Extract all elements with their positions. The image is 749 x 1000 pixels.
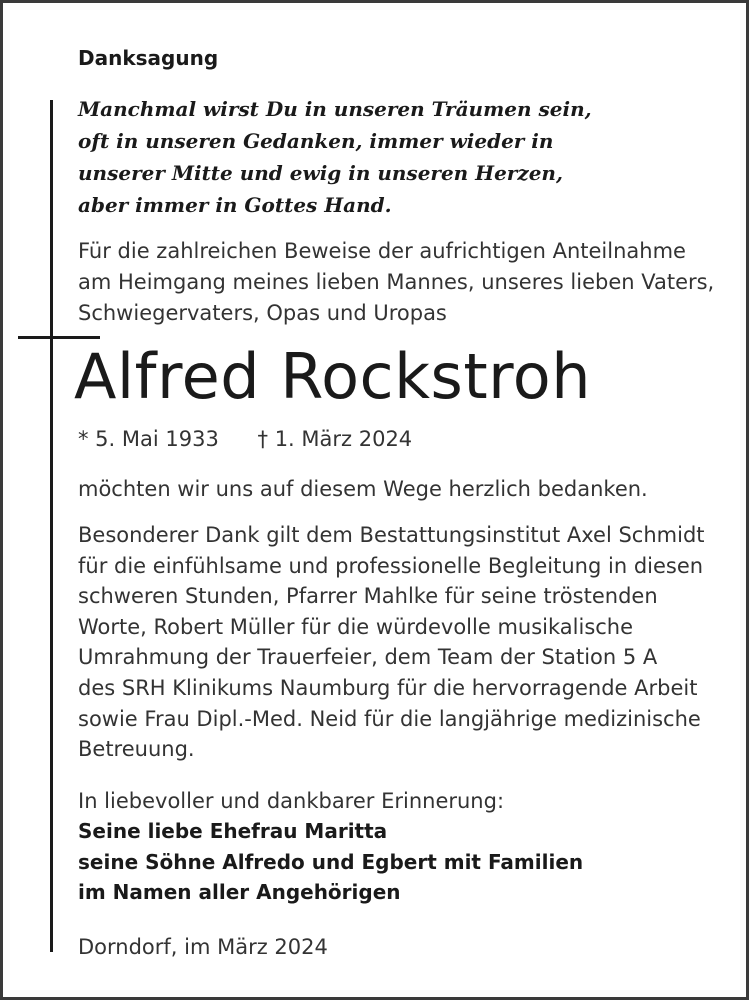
- poem: [78, 93, 592, 221]
- intro-line: Schwiegervaters, Opas und Uropas: [78, 301, 447, 325]
- thanks-text-line: schweren Stunden, Pfarrer Mahlke für seine tröstenden: [78, 584, 658, 609]
- signers: [78, 816, 583, 908]
- thanks-text-line: Betreuung.: [78, 737, 195, 762]
- thanks-text-line: sowie Frau Dipl.-Med. Neid für die langjährige medizinische: [78, 706, 701, 731]
- death-date: † 1. März 2024: [257, 427, 413, 451]
- thanks-text-line: für die einfühlsame und professionelle Begleitung in diesen: [78, 553, 704, 578]
- thanks-line: möchten wir uns auf diesem Wege herzlich bedanken.: [78, 477, 648, 501]
- poem-line: unserer Mitte und ewig in unseren Herzen,: [78, 161, 563, 185]
- cross-icon-vertical: [50, 100, 53, 952]
- intro-text: [78, 236, 714, 329]
- signer-line: seine Söhne Alfredo und Egbert mit Familien: [78, 849, 584, 874]
- memory-line: In liebevoller und dankbarer Erinnerung:: [78, 789, 505, 813]
- intro-line: Für die zahlreichen Beweise der aufrichtigen Anteilnahme: [78, 239, 686, 263]
- deceased-name: Alfred Rockstroh: [74, 340, 591, 413]
- thanks-text-line: des SRH Klinikums Naumburg für die hervorragende Arbeit: [78, 675, 698, 700]
- poem-line: aber immer in Gottes Hand.: [78, 193, 392, 217]
- signer-line: Seine liebe Ehefrau Maritta: [78, 819, 388, 843]
- birth-date: * 5. Mai 1933: [78, 427, 219, 451]
- notice-heading: Danksagung: [78, 46, 219, 70]
- thanks-text-line: Umrahmung der Trauerfeier, dem Team der Station 5 A: [78, 645, 658, 670]
- poem-line: Manchmal wirst Du in unseren Träumen sein,: [78, 97, 592, 121]
- signer-line: im Namen aller Angehörigen: [78, 880, 401, 904]
- thanks-text-line: Besonderer Dank gilt dem Bestattungsinstitut Axel Schmidt: [78, 523, 705, 547]
- poem-line: oft in unseren Gedanken, immer wieder in: [78, 129, 554, 153]
- life-dates: [78, 424, 412, 454]
- intro-line: am Heimgang meines lieben Mannes, unseres lieben Vaters,: [78, 270, 715, 294]
- thanks-text-line: Worte, Robert Müller für die würdevolle musikalische: [78, 614, 634, 639]
- place-date: Dorndorf, im März 2024: [78, 935, 328, 959]
- special-thanks: [78, 520, 705, 765]
